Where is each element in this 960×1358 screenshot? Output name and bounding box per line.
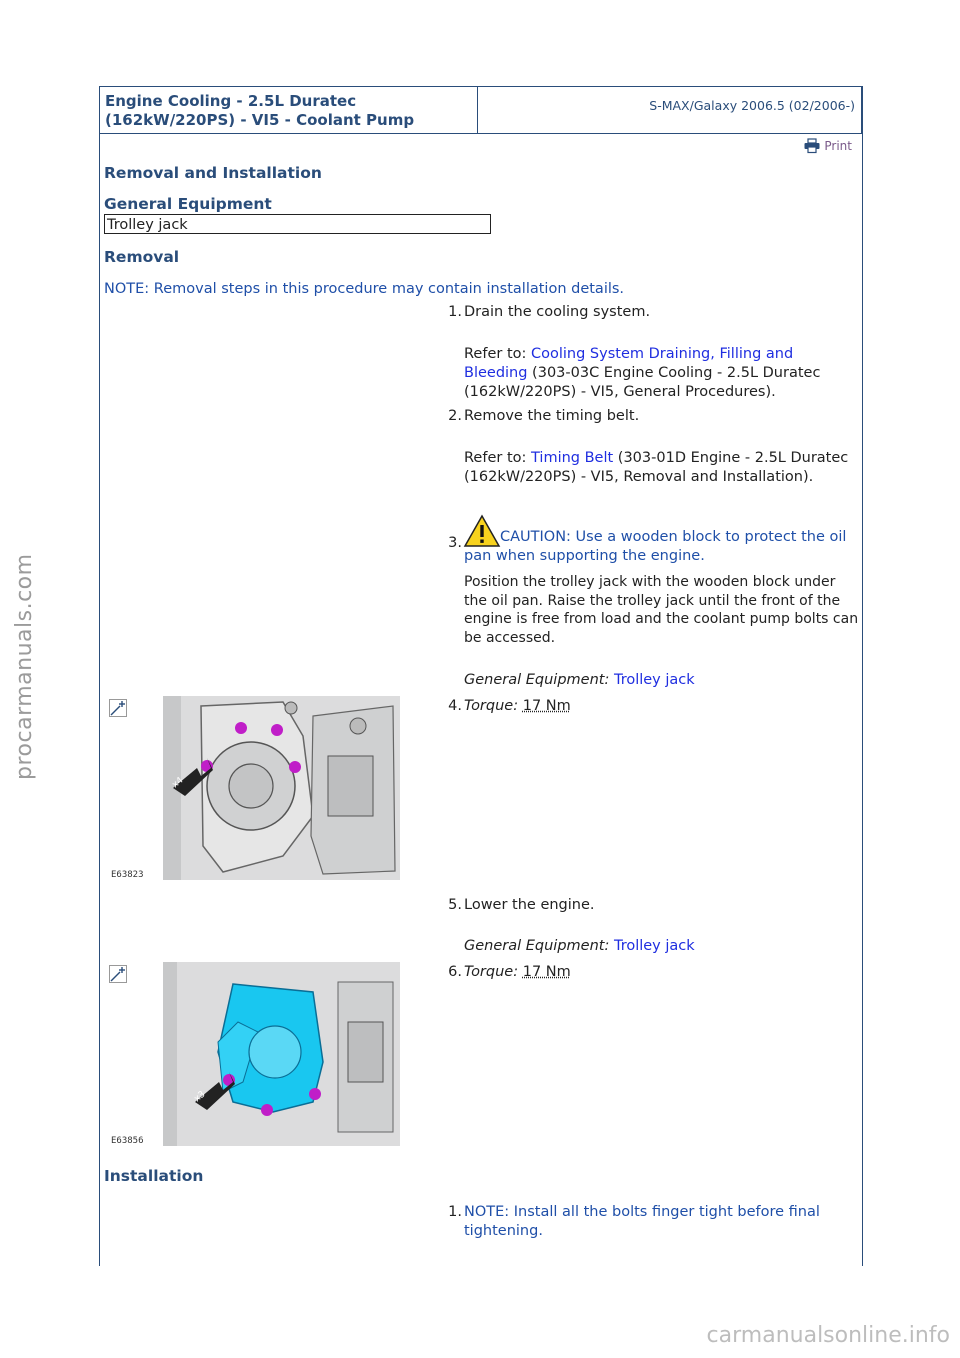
figure-coolant-pump-bolts [111, 696, 400, 880]
step-number: 1. [448, 1204, 462, 1220]
equipment-table-cell: Trolley jack [104, 214, 491, 234]
step-number: 5. [448, 897, 462, 913]
print-label: Print [824, 139, 852, 153]
step-text: Lower the engine. [464, 897, 595, 913]
zoom-icon[interactable] [109, 699, 127, 717]
equipment-label: General Equipment: [464, 938, 610, 954]
torque-label: Torque: [464, 698, 519, 714]
torque-spec [464, 963, 859, 982]
document-title [100, 87, 478, 133]
torque-value[interactable]: 17 Nm [522, 964, 571, 980]
install-note: NOTE: Install all the bolts finger tight before final tightening. [464, 1204, 820, 1239]
step-number: 3. [448, 535, 462, 551]
trolley-jack-link[interactable]: Trolley jack [613, 938, 695, 954]
equipment-heading: General Equipment [104, 195, 272, 213]
bolt-count-callout: x4 [170, 775, 186, 791]
document-title-line-2: (162kW/220PS) - VI5 - Coolant Pump [105, 111, 415, 129]
refer-prefix: Refer to: [464, 450, 531, 466]
document-header [99, 86, 862, 134]
step-reference [464, 345, 859, 402]
step-equipment [464, 671, 859, 690]
refer-suffix: (303-01D Engine - 2.5L Duratec (162kW/220PS) - VI5, Removal and Installation). [464, 450, 849, 485]
refer-suffix: (303-03C Engine Cooling - 2.5L Duratec (162kW/220PS) - VI5, General Procedures). [464, 365, 821, 400]
step-number: 1. [448, 304, 462, 320]
zoom-icon[interactable] [109, 965, 127, 983]
cooling-system-link[interactable]: Cooling System Draining, Filling and Bleeding [464, 346, 794, 381]
section-title: Removal and Installation [104, 164, 322, 182]
equipment-label: General Equipment: [464, 672, 610, 688]
engine-illustration [163, 696, 400, 880]
trolley-jack-link[interactable]: Trolley jack [613, 672, 695, 688]
print-button[interactable] [804, 139, 852, 153]
step-text: Position the trolley jack with the wooden block under the oil pan. Raise the trolley jack until the front of the engine is free from load and the coolant pump bolts can be accessed. [464, 574, 859, 646]
removal-heading: Removal [104, 248, 180, 266]
step-number: 4. [448, 698, 462, 714]
torque-label: Torque: [464, 964, 519, 980]
figure-code: E63856 [111, 1136, 144, 1146]
step-number: 2. [448, 408, 462, 424]
engine-illustration [163, 962, 400, 1146]
caution-text: CAUTION: Use a wooden block to protect the oil pan when supporting the engine. [464, 529, 847, 564]
printer-icon [804, 139, 820, 153]
step-equipment [464, 937, 859, 956]
removal-note: NOTE: Removal steps in this procedure may contain installation details. [104, 281, 625, 297]
timing-belt-link[interactable]: Timing Belt [531, 450, 614, 466]
figure-coolant-pump [111, 962, 400, 1146]
caution-block [464, 515, 859, 566]
vehicle-model: S-MAX/Galaxy 2006.5 (02/2006-) [649, 98, 855, 113]
bottom-watermark: carmanualsonline.info [706, 1323, 950, 1348]
installation-heading: Installation [104, 1167, 204, 1185]
warning-icon [464, 515, 500, 547]
side-watermark: procarmanuals.com [12, 553, 37, 780]
step-text: Drain the cooling system. [464, 304, 651, 320]
bolt-count-callout: x3 [192, 1089, 208, 1105]
torque-value[interactable]: 17 Nm [522, 698, 571, 714]
document-title-line-1: Engine Cooling - 2.5L Duratec [105, 92, 357, 110]
step-text: Remove the timing belt. [464, 408, 640, 424]
step-reference [464, 449, 859, 487]
torque-spec [464, 697, 859, 716]
refer-prefix: Refer to: [464, 346, 531, 362]
figure-code: E63823 [111, 870, 144, 880]
step-number: 6. [448, 964, 462, 980]
